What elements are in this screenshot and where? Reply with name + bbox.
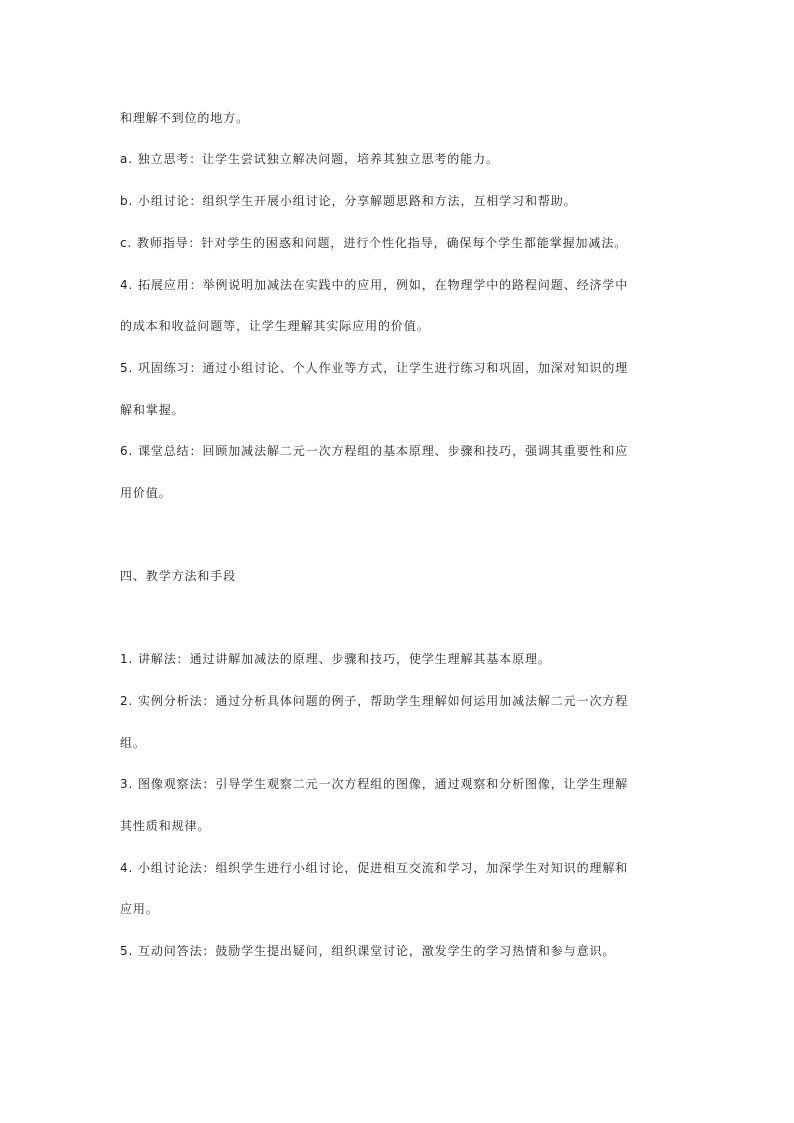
method-line: 2. 实例分析法：通过分析具体问题的例子，帮助学生理解如何运用加减法解二元一次方程 [120,694,629,708]
method-line: 4. 小组讨论法：组织学生进行小组讨论，促进相互交流和学习，加深学生对知识的理解和 [120,861,629,875]
method-line: 应用。 [120,902,159,916]
method-line: 1. 讲解法：通过讲解加减法的原理、步骤和技巧，使学生理解其基本原理。 [120,652,551,666]
method-line: 5. 互动问答法：鼓励学生提出疑问，组织课堂讨论，激发学生的学习热情和参与意识。 [120,944,616,958]
text-line: c. 教师指导：针对学生的困惑和问题，进行个性化指导，确保每个学生都能掌握加减法。 [120,236,628,250]
method-line: 其性质和规律。 [120,819,211,833]
section-heading: 四、教学方法和手段 [120,569,237,583]
text-line: 用价值。 [120,486,172,500]
text-line: 解和掌握。 [120,403,185,417]
text-line: 的成本和收益问题等，让学生理解其实际应用的价值。 [120,319,430,333]
method-line: 组。 [120,736,146,750]
text-line: 4. 拓展应用：举例说明加减法在实践中的应用，例如，在物理学中的路程问题、经济学中 [120,278,629,292]
text-line: 和理解不到位的地方。 [120,111,250,125]
method-line: 3. 图像观察法：引导学生观察二元一次方程组的图像，通过观察和分析图像，让学生理解 [120,777,629,791]
text-line: b. 小组讨论：组织学生开展小组讨论，分享解题思路和方法，互相学习和帮助。 [120,194,577,208]
text-line: 5. 巩固练习：通过小组讨论、个人作业等方式，让学生进行练习和巩固，加深对知识的理 [120,361,629,375]
text-line: a. 独立思考：让学生尝试独立解决问题，培养其独立思考的能力。 [120,152,499,166]
text-line: 6. 课堂总结：回顾加减法解二元一次方程组的基本原理、步骤和技巧，强调其重要性和应 [120,444,629,458]
